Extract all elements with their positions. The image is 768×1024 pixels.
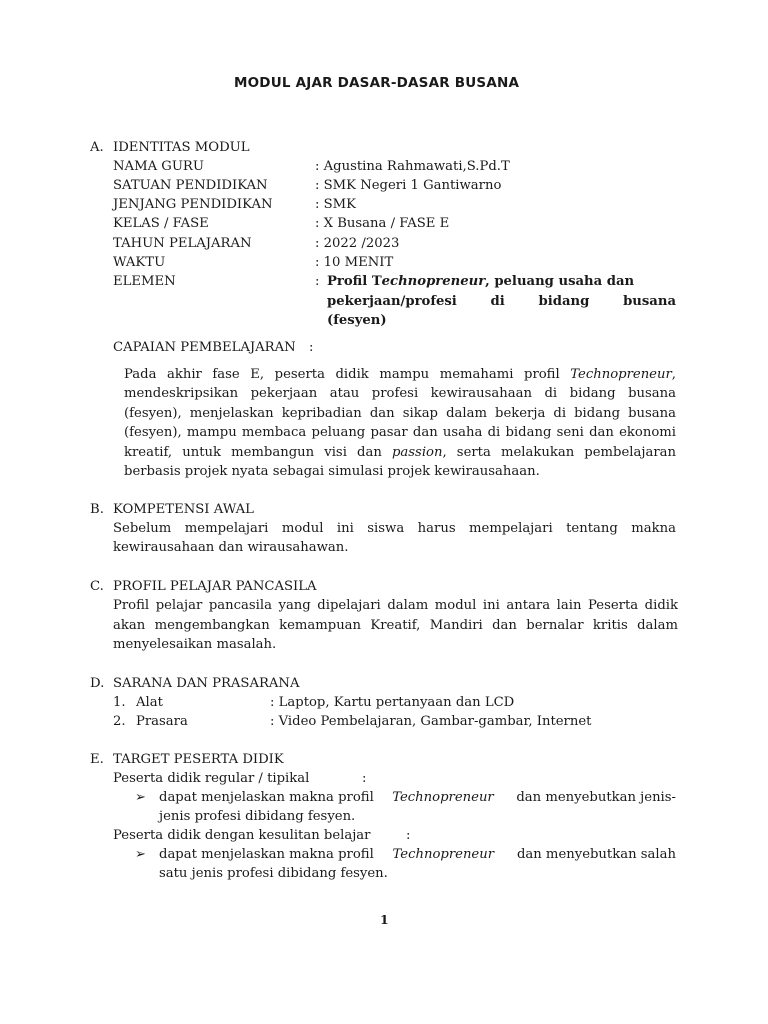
elemen-line-2: pekerjaan/profesi di bidang busana <box>327 294 676 309</box>
section-e-letter: E. <box>90 752 104 767</box>
identity-elemen-colon: : <box>315 274 320 289</box>
sarana-item-num: 1. <box>113 695 126 710</box>
identity-label-waktu: WAKTU <box>113 255 166 270</box>
identity-label-nama-guru: NAMA GURU <box>113 159 204 174</box>
sarana-item-value: : Laptop, Kartu pertanyaan dan LCD <box>270 695 515 710</box>
sarana-item-value: : Video Pembelajaran, Gambar-gambar, Internet <box>270 714 592 729</box>
section-a-heading: IDENTITAS MODUL <box>113 140 250 155</box>
identity-value-jenjang: : SMK <box>315 197 357 212</box>
section-b-line-2: kewirausahaan dan wirausahawan. <box>113 540 349 555</box>
document-title: MODUL AJAR DASAR-DASAR BUSANA <box>234 75 520 91</box>
sarana-item-label: Alat <box>136 695 163 710</box>
identity-value-nama-guru: : Agustina Rahmawati,S.Pd.T <box>315 159 510 174</box>
target-group-regular-label: Peserta didik regular / tipikal <box>113 771 310 786</box>
target-group-kesulitan-colon: : <box>406 828 411 843</box>
capaian-paragraph <box>124 365 676 481</box>
target-regular-bullet-line-1: dapat menjelaskan makna profil Technopreneur dan menyebutkan jenis- <box>159 790 676 805</box>
arrow-bullet-icon: ➢ <box>135 790 147 805</box>
section-c-letter: C. <box>90 579 104 594</box>
section-d-letter: D. <box>90 676 105 691</box>
arrow-bullet-icon: ➢ <box>135 847 147 862</box>
target-kesulitan-bullet-line-1: dapat menjelaskan makna profil Technopreneur dan menyebutkan salah <box>159 847 676 862</box>
section-b-line-1: Sebelum mempelajari modul ini siswa harus mempelajari tentang makna <box>113 521 676 536</box>
target-kesulitan-bullet-line-2: satu jenis profesi dibidang fesyen. <box>159 866 388 881</box>
identity-label-kelas: KELAS / FASE <box>113 216 209 231</box>
section-b-letter: B. <box>90 502 104 517</box>
target-group-kesulitan-label: Peserta didik dengan kesulitan belajar <box>113 828 371 843</box>
identity-label-elemen: ELEMEN <box>113 274 176 289</box>
section-c-line-2: akan mengembangkan kemampuan Kreatif, Mandiri dan bernalar kritis dalam <box>113 618 678 633</box>
identity-value-tahun: : 2022 /2023 <box>315 236 400 251</box>
capaian-label: CAPAIAN PEMBELAJARAN <box>113 340 296 355</box>
capaian-line: (fesyen), mampu membaca peluang pasar dan usaha di bidang seni dan ekonomi <box>124 425 676 441</box>
sarana-item-num: 2. <box>113 714 126 729</box>
section-c-line-1: Profil pelajar pancasila yang dipelajari dalam modul ini antara lain Peserta didik <box>113 598 678 613</box>
capaian-line: mendeskripsikan pekerjaan atau profesi kewirausahaan di bidang busana <box>124 386 676 402</box>
capaian-line: (fesyen), menjelaskan kepribadian dan sikap dalam bekerja di bidang busana <box>124 405 676 421</box>
capaian-line: kreatif, untuk membangun visi dan passion, serta melakukan pembelajaran <box>124 444 676 460</box>
elemen-line-1: Profil Technopreneur, peluang usaha dan <box>327 274 635 289</box>
identity-label-jenjang: JENJANG PENDIDIKAN <box>113 197 273 212</box>
section-d-heading: SARANA DAN PRASARANA <box>113 676 300 691</box>
capaian-line: berbasis projek nyata sebagai simulasi projek kewirausahaan. <box>124 464 540 480</box>
capaian-colon: : <box>309 340 314 355</box>
section-a-letter: A. <box>90 140 104 155</box>
identity-label-tahun: TAHUN PELAJARAN <box>113 236 252 251</box>
sarana-item-label: Prasara <box>136 714 188 729</box>
identity-value-satuan: : SMK Negeri 1 Gantiwarno <box>315 178 502 193</box>
identity-value-kelas: : X Busana / FASE E <box>315 216 450 231</box>
identity-label-satuan: SATUAN PENDIDIKAN <box>113 178 268 193</box>
section-c-heading: PROFIL PELAJAR PANCASILA <box>113 579 317 594</box>
page-number: 1 <box>380 912 389 927</box>
section-c-line-3: menyelesaikan masalah. <box>113 637 277 652</box>
identity-value-waktu: : 10 MENIT <box>315 255 394 270</box>
capaian-line: Pada akhir fase E, peserta didik mampu memahami profil Technopreneur, <box>124 367 676 382</box>
target-group-regular-colon: : <box>362 771 367 786</box>
section-e-heading: TARGET PESERTA DIDIK <box>113 752 284 767</box>
section-b-heading: KOMPETENSI AWAL <box>113 502 254 517</box>
elemen-line-3: (fesyen) <box>327 313 387 328</box>
target-regular-bullet-line-2: jenis profesi dibidang fesyen. <box>159 809 356 824</box>
